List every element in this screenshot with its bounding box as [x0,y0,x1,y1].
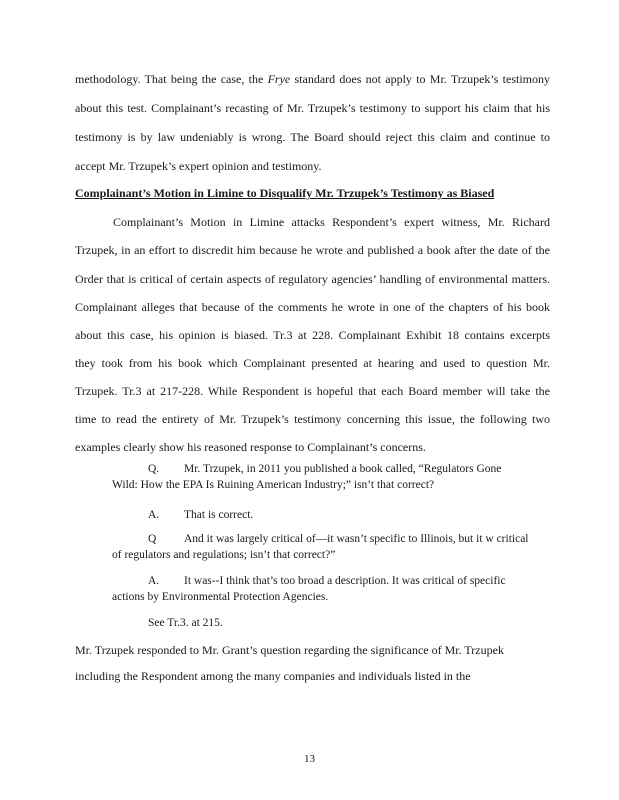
paragraph-line: Order that is critical of certain aspects of regulatory agencies’ handling of environmental matters. [75,272,550,286]
transcript-speaker-tag: Q [148,533,157,545]
transcript-line: And it was largely critical of—it wasn’t specific to Illinois, but it w critical [184,533,529,545]
paragraph-line: testimony is by law undeniably is wrong. The Board should reject this claim and continue to [75,130,550,144]
paragraph-line: Trzupek, in an effort to discredit him because he wrote and published a book after the date of the [75,243,550,257]
paragraph-line: about this test. Complainant’s recasting of Mr. Trzupek’s testimony to support his claim that his [75,101,550,115]
page-number: 13 [304,753,315,765]
paragraph-line: methodology. That being the case, the Frye standard does not apply to Mr. Trzupek’s testimony [75,72,551,86]
transcript-line: of regulators and regulations; isn’t that correct?” [112,549,336,561]
paragraph-line: time to read the entirety of Mr. Trzupek’s testimony concerning this issue, the following two [75,412,550,426]
section-heading: Complainant’s Motion in Limine to Disqualify Mr. Trzupek’s Testimony as Biased [75,186,495,200]
transcript-line: That is correct. [184,509,254,521]
paragraph-line: Complainant’s Motion in Limine attacks Respondent’s expert witness, Mr. Richard [113,215,550,229]
paragraph-line: they took from his book which Complainant presented at hearing and used to question Mr. [75,356,550,370]
paragraph-line: including the Respondent among the many companies and individuals listed in the [75,669,471,683]
transcript-citation: See Tr.3. at 215. [148,617,223,629]
transcript-speaker-tag: Q. [148,463,160,475]
paragraph-line: Complainant alleges that because of the comments he wrote in one of the chapters of his book [75,300,550,314]
transcript-speaker-tag: A. [148,509,160,521]
paragraph-line: about this case, his opinion is biased. Tr.3 at 228. Complainant Exhibit 18 contains excerpts [75,328,550,342]
paragraph-line: Mr. Trzupek responded to Mr. Grant’s question regarding the significance of Mr. Trzupek [75,643,504,657]
paragraph-line: Trzupek. Tr.3 at 217-228. While Respondent is hopeful that each Board member will take the [75,384,550,398]
transcript-speaker-tag: A. [148,575,160,587]
transcript-line: actions by Environmental Protection Agencies. [112,591,329,603]
case-name-italic: Frye [267,72,291,86]
paragraph-line: examples clearly show his reasoned response to Complainant’s concerns. [75,440,426,454]
paragraph-line: accept Mr. Trzupek’s expert opinion and testimony. [75,159,322,173]
transcript-line: It was--I think that’s too broad a description. It was critical of specific [184,575,506,587]
transcript-line: Wild: How the EPA Is Ruining American Industry;” isn’t that correct? [112,479,435,491]
transcript-line: Mr. Trzupek, in 2011 you published a book called, “Regulators Gone [184,463,502,475]
